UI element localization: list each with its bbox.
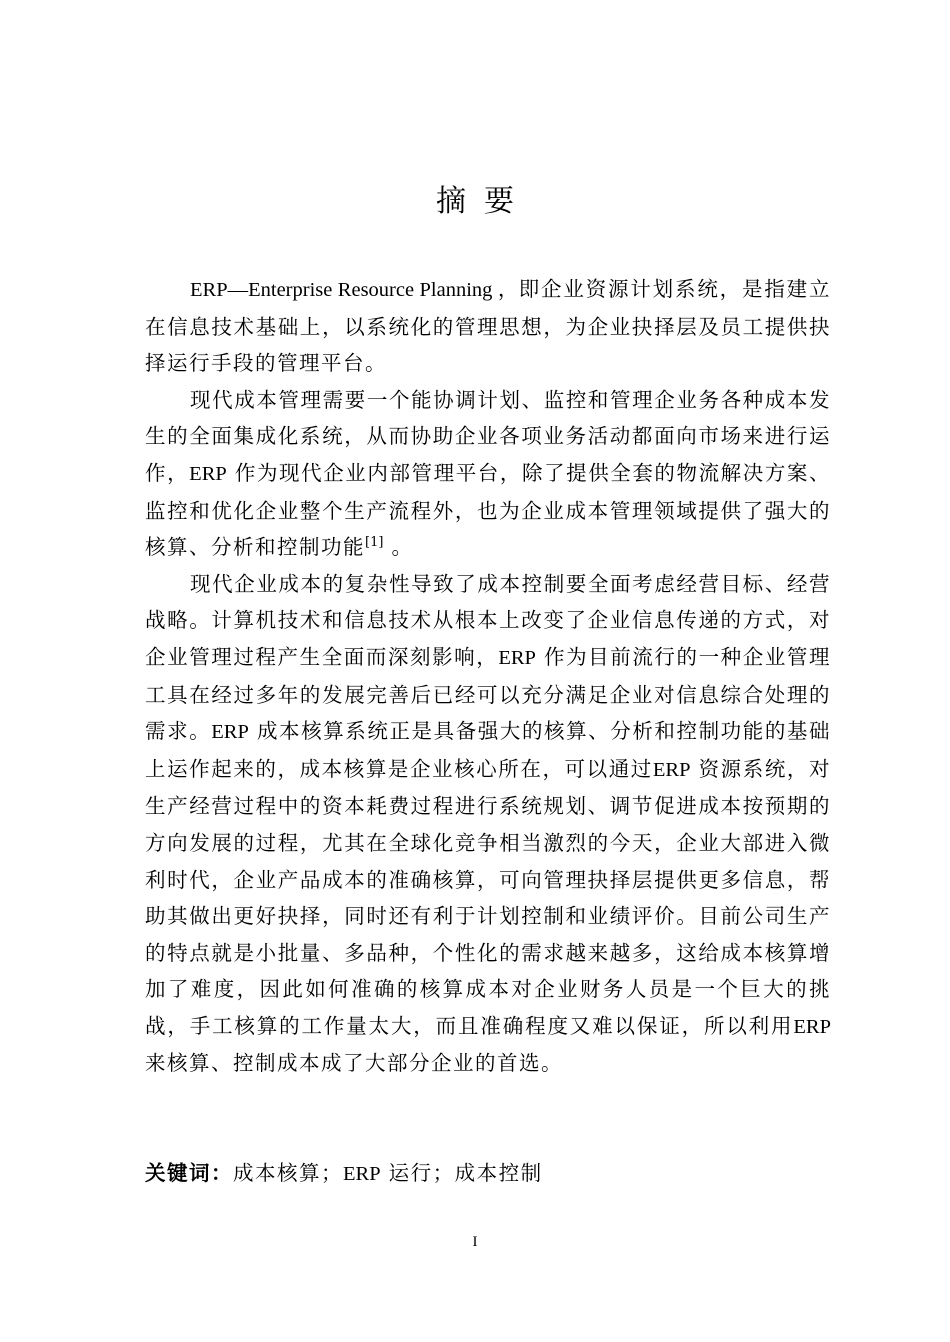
keywords-label: 关键词：	[145, 1161, 233, 1185]
text-segment: ERP	[343, 1163, 381, 1185]
text-segment: 运行；成本控制	[380, 1161, 543, 1185]
keywords-line	[145, 1155, 543, 1192]
text-segment: 现代成本管理需要一个能协调计划、监控和管理企业务各种成本发生的全面集成化系统，从而协助企业各项业务活动都面向市场来进行运作，	[145, 387, 831, 485]
page-number: I	[472, 1234, 478, 1250]
text-segment: ERP	[211, 721, 249, 744]
text-segment: 作为目前流行的一种企业管理工具在经过多年的发展完善后已经可以充分满足企业对信息综合处理的需求。	[145, 644, 832, 744]
text-segment: 资源系统，对生产经营过程中的资本耗费过程进行系统规划、调节促进成本按预期的方向发展的过程，尤其在全球化竞争相当激烈的今天，企业大部进入微利时代，企业产品成本的准确核算，可向管理抉择层提供更多信息，帮助其做出更好抉择，同时还有利于计划控制和业绩评价。目前公司生产的特点就是小批量、多品种，个性化的需求越来越多，这给成本核算增加了难度，因此如何准确的核算成本对企业财务人员是一个巨大的挑战，手工核算的工作量太大，而且准确程度又难以保证，所以利用	[145, 756, 831, 1038]
keywords-list	[233, 1161, 543, 1185]
text-segment: ERP	[652, 758, 691, 781]
paragraph	[145, 566, 831, 1082]
text-segment: ERP	[793, 1015, 831, 1038]
text-segment: 即企业资源计划系统，是指建立在信息技术基础上，以系统化的管理思想，为企业抉择层及员工提供抉择运行手段的管理平台。	[145, 277, 831, 376]
text-segment: 作为现代企业内部管理平台，除了提供全套的物流解决方案、监控和优化企业整个生产流程外，也为企业成本管理领域提供了强大的核算、分析和控制功能	[145, 460, 832, 560]
text-segment: 成本核算系统正是具备强大的核算、分析和控制功能的基础上运作起来的，成本核算是企业核心所在，可以通过	[145, 719, 832, 781]
text-segment: 。	[383, 535, 414, 560]
page-title: 摘要	[436, 184, 532, 219]
text-segment: 成本核算；	[233, 1161, 343, 1185]
text-segment: ERP—Enterprise Resource Planning ，	[190, 279, 519, 301]
text-segment: ERP	[498, 646, 536, 669]
text-segment: 现代企业成本的复杂性导致了成本控制要全面考虑经营目标、经营战略。计算机技术和信息技术从根本上改变了企业信息传递的方式，对企业管理过程产生全面而深刻影响，	[145, 571, 831, 669]
text-segment: ERP	[189, 462, 227, 485]
paragraph	[145, 271, 831, 382]
text-segment: 来核算、控制成本成了大部分企业的首选。	[145, 1051, 563, 1076]
abstract-body	[145, 271, 831, 1082]
citation-reference: [1]	[365, 535, 384, 551]
paragraph	[145, 382, 831, 566]
